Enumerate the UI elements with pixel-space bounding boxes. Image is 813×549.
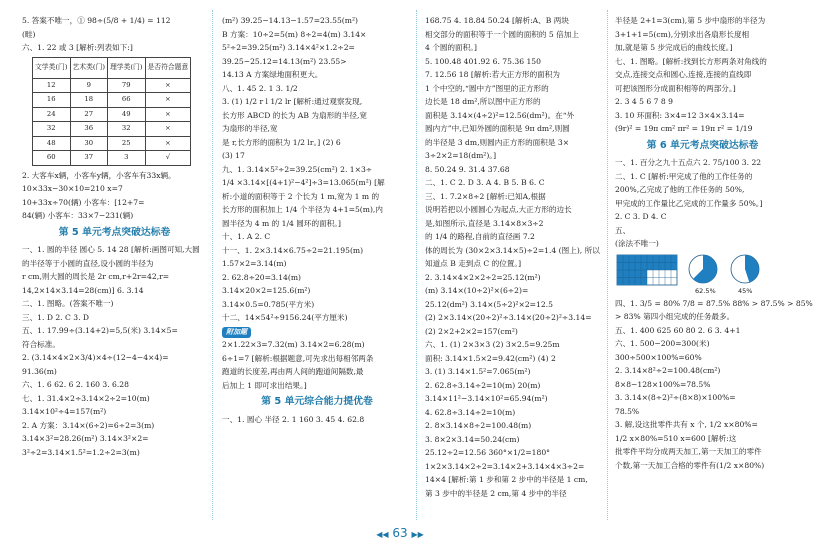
text-line: 7. 12.56 18 [解析:若大正方形的面积为 xyxy=(425,70,560,79)
answer-column-3 xyxy=(425,14,603,500)
text-line: 39.25−25.12=14.13(m²) 23.55> xyxy=(222,56,347,66)
text-line: 2. C 3. D 4. C xyxy=(615,212,667,221)
text-line: 一、1. 百分之九十五点六 2. 75/100 3. 22 xyxy=(615,158,762,167)
table-cell: × xyxy=(145,107,191,122)
answer-column-2 xyxy=(222,14,412,426)
table-header: 理学类(门) xyxy=(108,57,146,78)
text-line: 168.75 4. 18.84 50.24 [解析:A、B 两块 xyxy=(425,16,569,25)
answer-column-4 xyxy=(615,14,813,472)
page-footer xyxy=(0,526,800,540)
pie-label-2: 45% xyxy=(738,286,753,295)
table-header: 文学类(门) xyxy=(33,57,71,78)
pie-figure-45 xyxy=(731,255,759,283)
text-line: 半径是 2+1=3(cm),第 5 步中扇形的半径为 xyxy=(615,16,766,25)
text-line: 二、1. 图略。(答案不唯一) xyxy=(22,299,114,308)
text-line: 是 r,长方形的面积为 1/2 lr。] (2) 6 xyxy=(222,137,341,147)
table-cell: 32 xyxy=(33,122,71,137)
text-line: 后加上 1 即可求出结果。] xyxy=(222,380,307,390)
section-heading-unit5-comprehensive: 第 5 单元综合能力提优卷 xyxy=(261,396,373,407)
text-line: 14,2×14×3.14=28(cm)] 6. 3.14 xyxy=(22,285,144,295)
table-row xyxy=(33,136,191,151)
text-line: 3.14×3²=28.26(m²) 3.14×3²×2= xyxy=(22,434,149,443)
text-line: 4. 62.8÷3.14÷2=10(m) xyxy=(425,407,516,417)
text-line: (m²) 39.25−14.13−1.57=23.55(m²) xyxy=(222,16,358,25)
text-line: 84(辆) 小客车：33×7−231(辆) xyxy=(22,211,134,220)
text-line: 圆内方”中,已知外圆的面积是 9π dm²,则圆 xyxy=(425,124,570,133)
next-arrows-icon: ▶▶ xyxy=(411,530,424,539)
text-line: 91.36(m) xyxy=(22,366,57,376)
text-line: 是,如图所示,直径是 3.14×8×3÷2 xyxy=(425,218,544,228)
text-line: 七、1. 31.4×2÷3.14×2÷2=10(m) xyxy=(22,393,150,403)
text-line: 五、1. 17.99÷(3.14+2)=5,5(米) 3.14×5= xyxy=(22,326,178,335)
text-line: 1×2×3.14×2÷2=3.14×2+3.14×4×3÷2= xyxy=(425,461,585,471)
text-line: B 方案：10÷2=5(m) 8÷2=4(m) 3.14× xyxy=(222,29,367,39)
text-line: 8×8−128×100%=78.5% xyxy=(615,379,711,389)
text-line: (9r)² = 19π cm² πr² = 19π r² = 1/19 xyxy=(615,124,753,133)
text-line: 1 个中空的,“圆中方”图里的正方形的 xyxy=(425,83,549,93)
text-line: 3²÷2=3.14×1.5²=1.2÷2=3(m) xyxy=(22,447,140,457)
text-line: 的半径是 3 dm,则圆内正方形的面积是 3× xyxy=(425,137,570,147)
text-line: 2. 3.14×8²÷2=100.48(cm²) xyxy=(615,366,721,375)
text-line: > 83% 第四小组完成的任务最多。 xyxy=(615,312,735,321)
table-cell: 24 xyxy=(33,107,71,122)
text-line: 1/4 ×3.14×[(4+1)²−4²]÷3=13.065(m²) [解 xyxy=(222,178,385,187)
text-line: 加,就是第 5 步完成后的曲线长度。] xyxy=(615,43,733,52)
text-line: 十、1. A 2. C xyxy=(222,232,271,241)
extra-question-badge: 附加题 xyxy=(222,327,251,338)
text-line: 2. (3.14×4×2×3/4)×4÷(12−4−4×4)= xyxy=(22,353,169,362)
text-line: 8. 50.24 9. 31.4 37.68 xyxy=(425,164,510,174)
text-line: 为扇形的半径,宽 xyxy=(222,124,278,133)
text-line: 2. 8×3.14×8÷2=100.48(m) xyxy=(425,421,532,430)
text-line: 3. 3.14×(8÷2)²÷(8×8)×100%= xyxy=(615,393,736,402)
text-line: 九、1. 3.14×5²÷2=39.25(cm²) 2. 1×3÷ xyxy=(222,164,373,174)
text-line: 25.12(dm²) 3.14×(5÷2)²×2=12.5 xyxy=(425,299,553,309)
table-header: 艺术类(门) xyxy=(70,57,108,78)
text-line: 六、1. (1) 2×3×3 (2) 3×2.5=9.25m xyxy=(425,340,560,349)
table-row xyxy=(33,78,191,93)
text-line: 2. 62.8÷20=3.14(m) xyxy=(222,272,301,282)
text-line: 2×1.22×3=7.32(m) 3.14×2=6.28(m) xyxy=(222,340,365,349)
text-line: 的半径等于小圆的直径,设小圆的半径为 xyxy=(22,258,154,268)
text-line: 第 3 步中的半径是 2 cm,第 4 步中的半径 xyxy=(425,488,567,498)
text-line: 3. (1) 1/2 r l 1/2 lr [解析:通过观察发现, xyxy=(222,97,363,106)
text-line: 三、1. 7.2×8÷2 [解析:已知A,根据 xyxy=(425,191,546,201)
text-line: 六、1. 500−200=300(米) xyxy=(615,339,710,348)
text-line: 五、 xyxy=(615,225,631,235)
text-line: 3. (1) 3.14×1.5²=7.065(m²) xyxy=(425,367,531,376)
prev-arrows-icon: ◀◀ xyxy=(376,530,389,539)
column-divider xyxy=(416,10,417,520)
text-line: 3. 解,设这批零件共有 x 个, 1/2 x×80%= xyxy=(615,420,758,429)
text-line: 体的周长为 (30×2×3.14×5)÷2=1.4 (图上), 所以 xyxy=(425,245,600,255)
text-line: 七、1. 图略。[解析:找到长方形两条对角线的 xyxy=(615,56,767,66)
table-cell: 16 xyxy=(33,93,71,108)
page-number: 63 xyxy=(392,526,408,540)
text-line: 可把该图形分成面积相等的两部分。] xyxy=(615,83,736,93)
table-cell: 79 xyxy=(108,78,146,93)
text-line: 的 1/4 的路程,自前的直径画 7.2 xyxy=(425,232,535,241)
table-cell: 60 xyxy=(33,151,71,166)
text-line: 圆半径为 4 m 的 1/4 圆环的面积。] xyxy=(222,218,342,228)
table-cell: 27 xyxy=(70,107,108,122)
text-line: 3. 8×2×3.14=50.24(cm) xyxy=(425,434,520,444)
answer-column-1 xyxy=(22,14,207,459)
text-line: 3.14×20×2=125.6(m²) xyxy=(222,286,311,295)
table-cell: 48 xyxy=(33,136,71,151)
text-line: 3÷2×2=18(dm²)。] xyxy=(425,151,497,160)
table-cell: × xyxy=(145,136,191,151)
text-line: 10×33x−30×10=210 x=7 xyxy=(22,184,123,193)
text-line: 14.13 A 方案绿地面积更大。 xyxy=(222,70,323,79)
text-line: (涂法不唯一) xyxy=(615,239,659,248)
text-line: 三、1. D 2. C 3. D xyxy=(22,312,89,322)
text-line: 25.12÷2=12.56 360°×1/2=180° xyxy=(425,448,550,457)
table-cell: × xyxy=(145,78,191,93)
table-row xyxy=(33,122,191,137)
text-line: 1/2 x×80%=510 x=600 [解析:这 xyxy=(615,433,737,443)
text-line: 八、1. 45 2. 1 3. 1/2 xyxy=(222,83,298,93)
text-line: 200%,乙完成了他的工作任务的 50%, xyxy=(615,185,745,194)
table-cell: 12 xyxy=(33,78,71,93)
table-cell: 66 xyxy=(108,93,146,108)
text-line: 符合标准。 xyxy=(22,339,60,349)
text-line: 知道点 B 走到点 C 的位置。] xyxy=(425,259,522,268)
table-cell: 3 xyxy=(108,151,146,166)
text-line: 5²÷2=39.25(m²) 3.14×4²×1.2÷2= xyxy=(222,43,355,52)
text-line: 2. A 方案：3.14×(6÷2)=6÷2=3(m) xyxy=(22,420,155,430)
text-line: (畦) xyxy=(22,29,36,39)
text-line: 个数,第一天加工合格的零件有(1/2 x×80%) xyxy=(615,460,765,470)
text-line: 甲完成的工作量比乙完成的工作量多 50%。] xyxy=(615,198,763,208)
table-cell: 18 xyxy=(70,93,108,108)
text-line: 3.14×10²÷4=157(m²) xyxy=(22,407,107,416)
text-line: 一、1. 圆的半径 圆心 5. 14 28 [解析:画图可知,大圆 xyxy=(22,245,200,254)
table-literature-art-science xyxy=(32,57,191,166)
text-line: 2. 3 4 5 6 7 8 9 xyxy=(615,97,673,106)
text-line: 5. 答案不唯一，① 98÷(5/8 + 1/4) = 112 xyxy=(22,16,171,25)
text-line: 跑道的长度差,再由两人间的跑道间隔数,最 xyxy=(222,367,364,376)
text-line: 2. 62.8÷3.14÷2=10(m) 20(m) xyxy=(425,380,541,390)
text-line: 3. 10 环面积: 3×4=12 3×4×3.14= xyxy=(615,110,745,120)
table-cell: 30 xyxy=(70,136,108,151)
text-line: 说明若把以小圆圆心为起点,大正方形的边长 xyxy=(425,205,572,214)
text-line: 3+1+1=5(cm),分别求出各扇形长度相 xyxy=(615,29,750,39)
pie-figure-62-5 xyxy=(689,255,717,283)
column-divider xyxy=(607,10,608,520)
text-line: 交点,连接交点和圆心,连接,连接的直线即 xyxy=(615,70,752,79)
section-heading-unit6-breakthrough: 第 6 单元考点突破达标卷 xyxy=(646,139,759,151)
text-line: 五、1. 400 625 60 80 2. 6 3. 4+1 xyxy=(615,325,741,335)
grid-figure xyxy=(617,255,677,285)
shaded-figures xyxy=(615,253,790,295)
text-line: 批零件平均分成两天加工,第一天加工的零件 xyxy=(615,447,762,456)
text-line: 长方形的面积加上 1/4 个半径为 4+1=5(m),内 xyxy=(222,205,383,214)
text-line: 一、1. 圆心 半径 2. 1 160 3. 45 4. 62.8 xyxy=(222,414,365,424)
table-cell: 37 xyxy=(70,151,108,166)
text-line: 析:小道的面积等于 2 个长为 1 m,宽为 1 m 的 xyxy=(222,191,380,201)
table-cell: 9 xyxy=(70,78,108,93)
text-line: 1.57×2=3.14(m) xyxy=(222,259,287,268)
section-heading-unit5-breakthrough: 第 5 单元考点突破达标卷 xyxy=(58,226,171,238)
column-divider xyxy=(212,10,213,520)
text-line: 六、1. 22 或 3 [解析:列表如下:] xyxy=(22,43,133,52)
text-line: 四、1. 3/5 = 80% 7/8 = 87.5% 88% > 87.5% > 85% xyxy=(615,298,813,308)
text-line: 78.5% xyxy=(615,406,640,416)
text-line: 六、1. 6 62. 6 2. 160 3. 6.28 xyxy=(22,380,129,389)
table-cell: × xyxy=(145,93,191,108)
text-line: 面积是 3.14×(4÷2)²=12.56(dm²)。在“外 xyxy=(425,110,575,120)
pie-label-1: 62.5% xyxy=(695,286,716,295)
text-line: 十二、14×54²÷9156.24(平方厘米) xyxy=(222,313,348,322)
table-cell: 25 xyxy=(108,136,146,151)
text-line: 长方形 ABCD 的长为 AB 为扇形的半径,宽 xyxy=(222,110,367,120)
text-line: 3.14×0.5=0.785(平方米) xyxy=(222,299,315,309)
text-line: 4 个圆的面积。] xyxy=(425,43,477,52)
table-cell: 32 xyxy=(108,122,146,137)
text-line: 相交部分的面积等于一个圆的面积的 5 倍加上 xyxy=(425,29,579,39)
text-line: 2. 3.14×4×2×2÷2=25.12(m²) xyxy=(425,272,541,282)
text-line: 二、1. C 2. D 3. A 4. B 5. B 6. C xyxy=(425,178,545,187)
text-line: (2) 2×2+2×2=157(cm²) xyxy=(425,326,518,336)
text-line: 2. 大客车x辆，小客车y辆，小客车有33x辆。 xyxy=(22,170,176,180)
text-line: 5. 100.48 401.92 6. 75.36 150 xyxy=(425,56,541,66)
text-line: 边长是 18 dm²,所以图中正方形的 xyxy=(425,97,541,106)
text-line: 十一、1. 2×3.14×6.75÷2=21.195(m) xyxy=(222,245,364,255)
text-line: 面积: 3.14×1.5×2=9.42(cm²) (4) 2 xyxy=(425,353,556,363)
text-line: 二、1. C [解析:甲完成了他的工作任务的 xyxy=(615,171,753,181)
text-line: 10+33x÷70(辆) 小客车：[12+7= xyxy=(22,197,145,207)
table-header: 是否符合题意 xyxy=(145,57,191,78)
table-row xyxy=(33,107,191,122)
table-row xyxy=(33,93,191,108)
text-line: 3.14×11²−3.14×10²=65.94(m²) xyxy=(425,394,548,403)
text-line: 14×4 [解析:第 1 步和第 2 步中的半径是 1 cm, xyxy=(425,475,588,484)
text-line: 300÷500×100%=60% xyxy=(615,352,702,362)
table-cell: 49 xyxy=(108,107,146,122)
text-line: r cm,则大圆的周长是 2r cm,r+2r=42,r= xyxy=(22,272,170,281)
text-line: (2) 2×3.14×(20÷2)²÷3.14×(20÷2)²÷3.14= xyxy=(425,313,592,322)
text-line: 6÷1=7 [解析:根据题意,可先求出每相邻两条 xyxy=(222,353,374,363)
table-cell: × xyxy=(145,122,191,137)
table-row xyxy=(33,151,191,166)
text-line: (3) 17 xyxy=(222,151,245,160)
table-cell: 36 xyxy=(70,122,108,137)
text-line: (m) 3.14×(10÷2)²×(6÷2)= xyxy=(425,286,529,295)
table-cell: √ xyxy=(145,151,191,166)
shaded-figures-svg xyxy=(615,253,785,295)
